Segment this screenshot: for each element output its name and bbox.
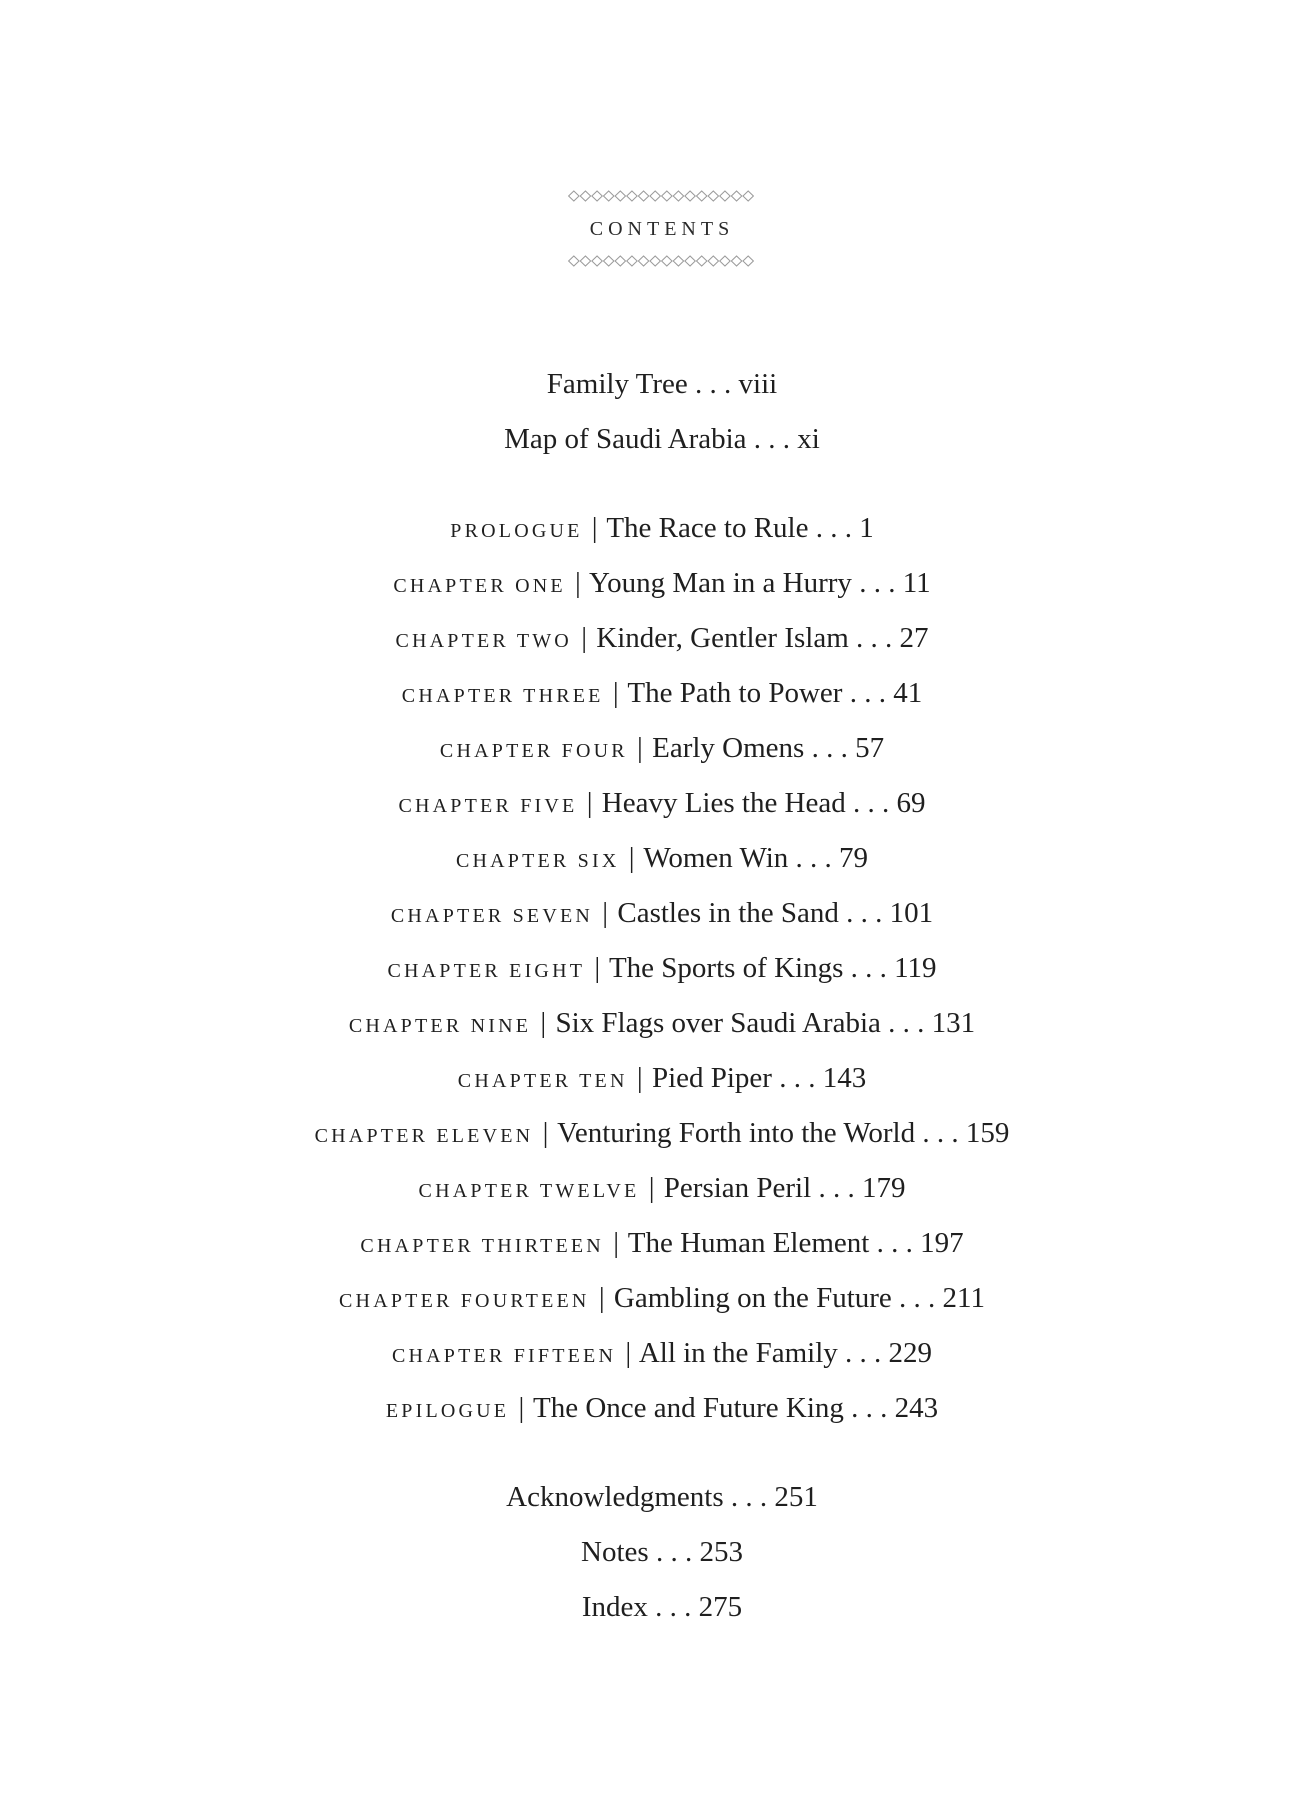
ornament-diamond — [592, 191, 602, 201]
ornament-diamond — [580, 256, 590, 266]
chapter-page: 159 — [965, 1117, 1010, 1149]
ornament-diamond — [662, 191, 672, 201]
chapter-label: CHAPTER SIX — [455, 850, 620, 872]
ornament-diamond — [650, 256, 660, 266]
ornament-diamond — [685, 191, 695, 201]
ornament-diamond — [708, 191, 718, 201]
ornament-diamond — [731, 256, 741, 266]
chapter-entry[interactable] — [0, 1006, 1300, 1043]
chapter-entry[interactable] — [0, 621, 1300, 658]
entry-page: 253 — [699, 1536, 743, 1568]
entry-leader: . . . — [846, 897, 883, 929]
separator: | — [625, 1337, 632, 1369]
chapter-title: Six Flags over Saudi Arabia — [555, 1007, 881, 1039]
entry-leader: . . . — [922, 1117, 959, 1149]
diamond-ornament-top — [568, 190, 754, 202]
contents-heading: CONTENTS — [589, 218, 735, 240]
entry-leader: . . . — [888, 1007, 925, 1039]
separator: | — [542, 1117, 549, 1149]
chapter-entry[interactable] — [0, 676, 1300, 713]
separator: | — [613, 1227, 619, 1259]
chapter-page: 229 — [888, 1337, 933, 1369]
chapter-title: The Once and Future King — [533, 1392, 844, 1424]
separator: | — [591, 512, 598, 544]
ornament-diamond — [662, 256, 672, 266]
entry-leader: . . . — [779, 1062, 816, 1094]
chapter-entry[interactable] — [0, 951, 1300, 988]
chapter-page: 143 — [822, 1062, 867, 1094]
chapter-title: Young Man in a Hurry — [589, 567, 852, 599]
entry-leader: . . . — [811, 732, 848, 764]
entry-leader: . . . — [851, 1392, 888, 1424]
separator: | — [612, 677, 619, 709]
chapter-page: 41 — [893, 677, 923, 709]
entry-title: Family Tree — [546, 368, 688, 400]
chapter-page: 179 — [861, 1172, 906, 1204]
separator: | — [637, 732, 643, 764]
entry-leader: . . . — [655, 1591, 692, 1623]
chapter-page: 27 — [899, 622, 929, 654]
separator: | — [628, 842, 635, 874]
ornament-diamond — [638, 191, 648, 201]
ornament-diamond — [603, 191, 613, 201]
chapter-label: CHAPTER ONE — [393, 575, 566, 597]
chapter-label: CHAPTER FOUR — [439, 740, 628, 762]
chapter-label: CHAPTER TWELVE — [418, 1180, 640, 1202]
ornament-diamond — [569, 191, 579, 201]
chapter-page: 197 — [920, 1227, 964, 1259]
entry-title: Acknowledgments — [506, 1481, 724, 1513]
ornament-diamond — [696, 191, 706, 201]
back-matter-entry[interactable] — [0, 1480, 1300, 1514]
chapter-title: The Sports of Kings — [608, 952, 844, 984]
ornament-diamond — [615, 191, 625, 201]
ornament-diamond — [743, 256, 753, 266]
chapter-label: CHAPTER FOURTEEN — [339, 1290, 590, 1312]
chapter-label: CHAPTER FIFTEEN — [391, 1345, 617, 1367]
ornament-diamond — [580, 191, 590, 201]
chapter-title: The Race to Rule — [606, 512, 809, 544]
separator: | — [648, 1172, 655, 1204]
separator: | — [636, 1062, 643, 1094]
chapter-page: 1 — [859, 512, 874, 544]
entry-leader: . . . — [859, 567, 896, 599]
chapter-page: 211 — [942, 1282, 985, 1314]
entry-title: Index — [581, 1591, 648, 1623]
entry-title: Map of Saudi Arabia — [504, 423, 747, 455]
separator: | — [575, 567, 581, 599]
chapter-entry[interactable] — [0, 1281, 1300, 1318]
ornament-diamond — [592, 256, 602, 266]
chapter-title: The Human Element — [627, 1227, 870, 1259]
entry-leader: . . . — [856, 622, 893, 654]
chapter-page: 101 — [889, 897, 934, 929]
entry-title: Notes — [581, 1536, 649, 1568]
entry-leader: . . . — [753, 423, 791, 455]
ornament-diamond — [731, 191, 741, 201]
entry-leader: . . . — [876, 1227, 913, 1259]
ornament-diamond — [569, 256, 579, 266]
chapter-label: CHAPTER NINE — [348, 1015, 532, 1037]
chapter-label: EPILOGUE — [385, 1400, 510, 1422]
ornament-diamond — [615, 256, 625, 266]
chapter-page: 131 — [931, 1007, 976, 1039]
ornament-diamond — [696, 256, 706, 266]
entry-leader: . . . — [845, 1337, 882, 1369]
chapter-page: 57 — [855, 732, 885, 764]
chapter-entry[interactable] — [0, 1226, 1300, 1263]
entry-page: 251 — [774, 1481, 818, 1513]
diamond-ornament-bottom — [568, 255, 754, 267]
chapter-label: PROLOGUE — [450, 520, 583, 542]
entry-leader: . . . — [853, 787, 890, 819]
ornament-diamond — [627, 191, 637, 201]
entry-page: viii — [738, 368, 778, 400]
chapter-entry[interactable] — [0, 841, 1300, 878]
entry-page: xi — [797, 423, 820, 455]
entry-leader: . . . — [850, 952, 887, 984]
chapter-label: CHAPTER THREE — [401, 685, 604, 707]
entry-page: 275 — [698, 1591, 743, 1623]
ornament-diamond — [720, 191, 730, 201]
chapter-label: CHAPTER EIGHT — [387, 960, 586, 982]
entry-leader: . . . — [655, 1536, 693, 1568]
chapter-label: CHAPTER SEVEN — [390, 905, 594, 927]
chapter-page: 119 — [894, 952, 937, 984]
ornament-diamond — [685, 256, 695, 266]
separator: | — [598, 1282, 605, 1314]
chapter-title: Early Omens — [652, 732, 805, 764]
separator: | — [594, 952, 601, 984]
ornament-diamond — [627, 256, 637, 266]
chapter-label: CHAPTER TWO — [395, 630, 572, 652]
entry-leader: . . . — [815, 512, 852, 544]
chapter-entry[interactable] — [0, 1391, 1300, 1428]
chapter-entry[interactable] — [0, 1336, 1300, 1373]
ornament-diamond — [673, 191, 683, 201]
chapter-title: Castles in the Sand — [617, 897, 839, 929]
chapter-entry[interactable] — [0, 896, 1300, 933]
chapter-entry[interactable] — [0, 511, 1300, 548]
entry-leader: . . . — [730, 1481, 768, 1513]
ornament-diamond — [603, 256, 613, 266]
chapter-page: 79 — [839, 842, 869, 874]
chapter-title: Gambling on the Future — [613, 1282, 892, 1314]
chapter-title: All in the Family — [638, 1337, 838, 1369]
entry-leader: . . . — [849, 677, 886, 709]
front-matter-entry[interactable] — [0, 367, 1300, 401]
chapter-entry[interactable] — [0, 1171, 1300, 1208]
chapter-entry[interactable] — [0, 566, 1300, 603]
chapter-page: 243 — [894, 1392, 939, 1424]
separator: | — [518, 1392, 525, 1424]
chapter-title: Kinder, Gentler Islam — [596, 622, 849, 654]
chapter-page: 69 — [896, 787, 926, 819]
chapter-label: CHAPTER THIRTEEN — [360, 1235, 604, 1257]
ornament-diamond — [673, 256, 683, 266]
separator: | — [581, 622, 588, 654]
chapter-entry[interactable] — [0, 1116, 1300, 1153]
entry-leader: . . . — [899, 1282, 936, 1314]
back-matter-entry[interactable] — [0, 1590, 1300, 1624]
back-matter-entry[interactable] — [0, 1535, 1300, 1569]
chapter-label: CHAPTER FIVE — [398, 795, 578, 817]
entry-leader: . . . — [795, 842, 832, 874]
chapter-title: Women Win — [643, 842, 789, 874]
ornament-diamond — [743, 191, 753, 201]
chapter-page: 11 — [902, 567, 931, 599]
ornament-diamond — [650, 191, 660, 201]
chapter-entry[interactable] — [0, 786, 1300, 823]
chapter-entry[interactable] — [0, 1061, 1300, 1098]
chapter-label: CHAPTER TEN — [457, 1070, 628, 1092]
chapter-title: Venturing Forth into the World — [557, 1117, 916, 1149]
separator: | — [586, 787, 593, 819]
entry-leader: . . . — [695, 368, 732, 400]
separator: | — [602, 897, 609, 929]
chapter-title: Pied Piper — [651, 1062, 772, 1094]
ornament-diamond — [720, 256, 730, 266]
front-matter-entry[interactable] — [0, 422, 1300, 456]
chapter-entry[interactable] — [0, 731, 1300, 768]
ornament-diamond — [638, 256, 648, 266]
chapter-label: CHAPTER ELEVEN — [314, 1125, 534, 1147]
chapter-title: Persian Peril — [663, 1172, 812, 1204]
chapter-title: Heavy Lies the Head — [601, 787, 846, 819]
ornament-diamond — [708, 256, 718, 266]
entry-leader: . . . — [818, 1172, 855, 1204]
chapter-title: The Path to Power — [627, 677, 843, 709]
separator: | — [540, 1007, 547, 1039]
